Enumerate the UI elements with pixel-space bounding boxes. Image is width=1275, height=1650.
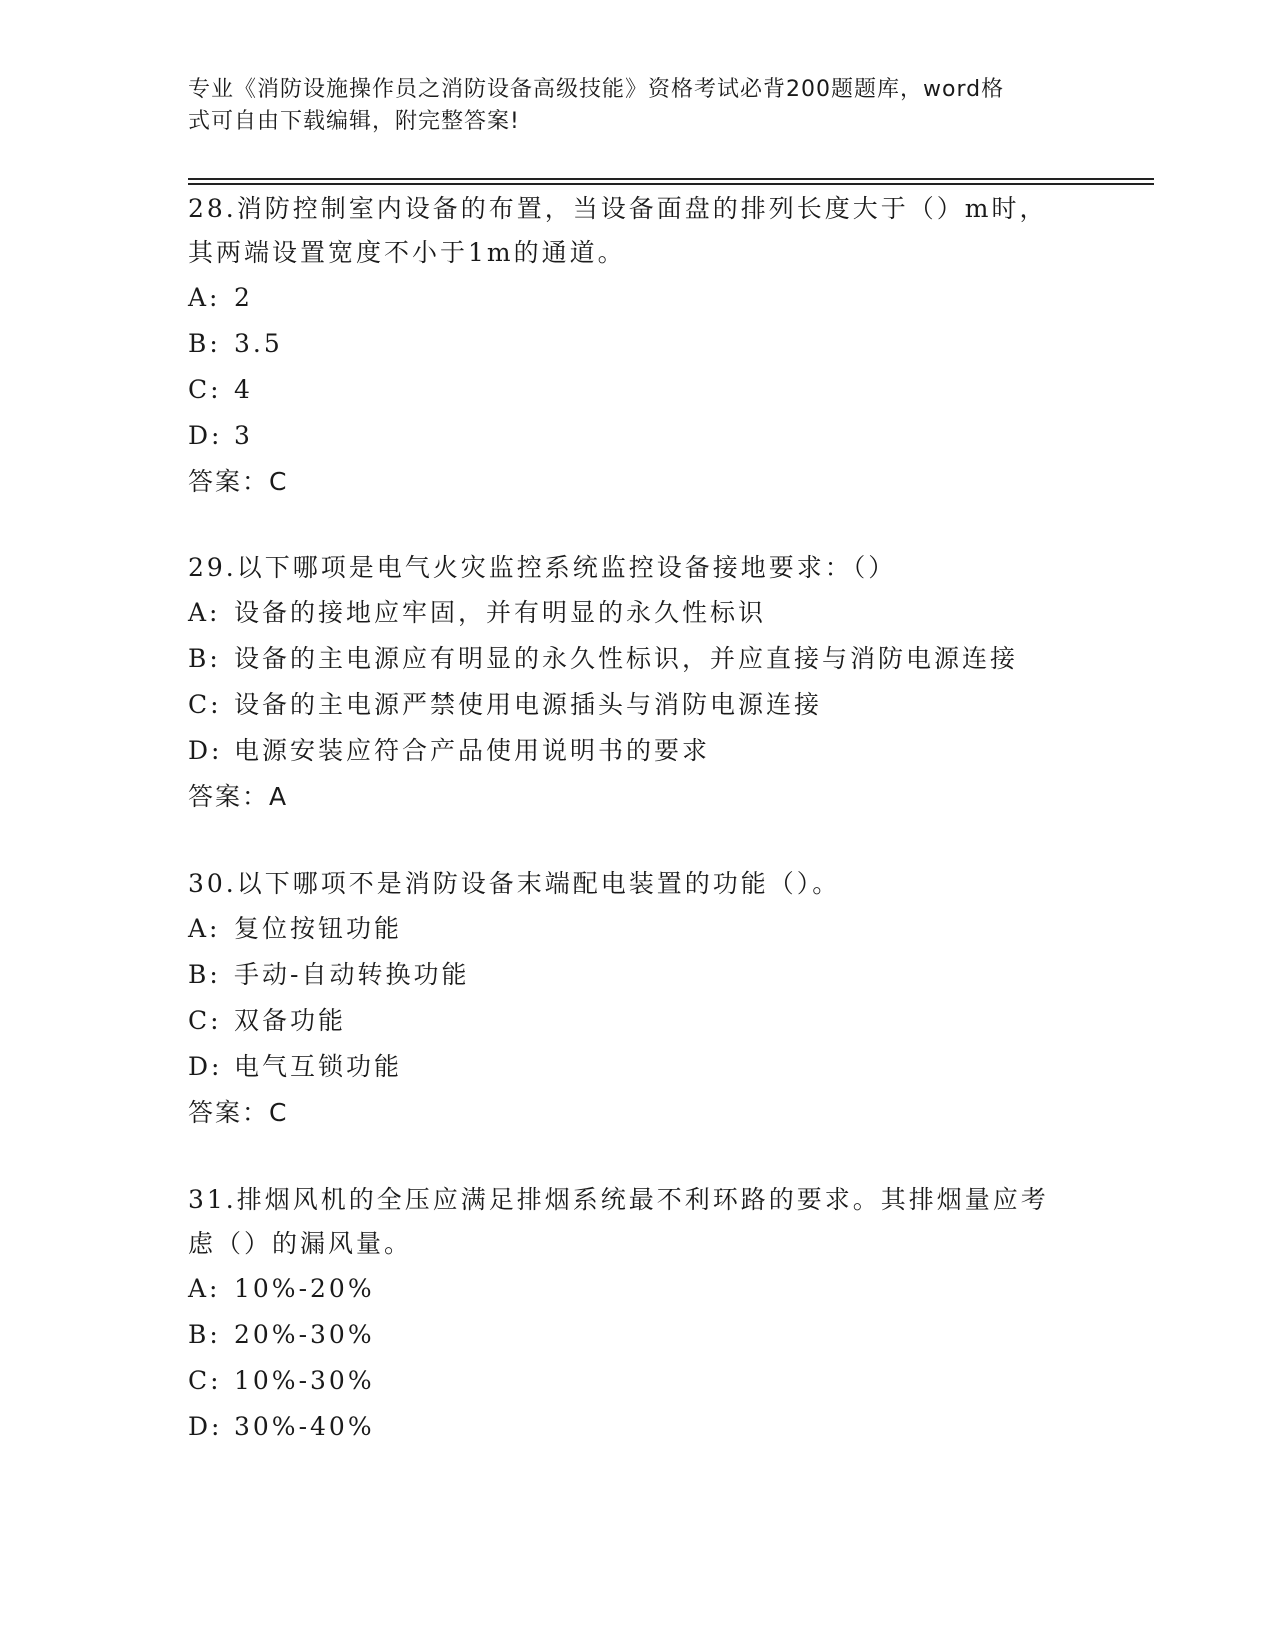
option-letter: A: xyxy=(188,914,221,943)
option-letter: C: xyxy=(188,1006,222,1035)
option-letter: B: xyxy=(188,644,221,673)
option-text: 复位按钮功能 xyxy=(234,914,403,943)
header-line-2: 式可自由下载编辑，附完整答案! xyxy=(188,109,520,134)
question-text-line-1: 28.消防控制室内设备的布置，当设备面盘的排列长度大于（）m时， xyxy=(188,194,1048,223)
option-b xyxy=(188,952,1088,998)
option-a xyxy=(188,906,1088,952)
option-letter: C: xyxy=(188,375,222,404)
option-text: 2 xyxy=(234,283,253,312)
option-text: 4 xyxy=(234,375,253,404)
option-letter: C: xyxy=(188,690,222,719)
option-letter: B: xyxy=(188,329,221,358)
question-30 xyxy=(188,862,1088,1136)
option-text: 3.5 xyxy=(234,329,283,358)
option-c xyxy=(188,1358,1088,1404)
option-b xyxy=(188,636,1088,682)
option-letter: A: xyxy=(188,283,221,312)
option-text: 3 xyxy=(234,421,253,450)
option-b xyxy=(188,1312,1088,1358)
option-d xyxy=(188,1404,1088,1450)
option-text: 电气互锁功能 xyxy=(234,1052,403,1081)
question-text-line-1: 31.排烟风机的全压应满足排烟系统最不利环路的要求。其排烟量应考 xyxy=(188,1185,1049,1214)
option-letter: C: xyxy=(188,1366,222,1395)
option-text: 电源安装应符合产品使用说明书的要求 xyxy=(234,736,711,765)
option-d xyxy=(188,413,1088,459)
option-letter: D: xyxy=(188,421,223,450)
option-letter: A: xyxy=(188,598,221,627)
option-text: 设备的接地应牢固，并有明显的永久性标识 xyxy=(234,598,767,627)
header-divider-bottom xyxy=(188,183,1154,185)
option-b xyxy=(188,321,1088,367)
header-divider-top xyxy=(188,178,1154,180)
question-29 xyxy=(188,546,1088,820)
option-text: 设备的主电源严禁使用电源插头与消防电源连接 xyxy=(234,690,823,719)
question-text-line-2: 其两端设置宽度不小于1m的通道。 xyxy=(188,238,626,267)
option-text: 双备功能 xyxy=(234,1006,347,1035)
question-text-line-2: 虑（）的漏风量。 xyxy=(188,1229,413,1258)
answer-line: 答案：C xyxy=(188,1098,289,1127)
answer-line: 答案：A xyxy=(188,782,289,811)
option-c xyxy=(188,367,1088,413)
option-c xyxy=(188,682,1088,728)
option-letter: D: xyxy=(188,736,223,765)
option-text: 10%-30% xyxy=(234,1366,375,1395)
option-text: 设备的主电源应有明显的永久性标识，并应直接与消防电源连接 xyxy=(234,644,1019,673)
answer-line: 答案：C xyxy=(188,467,289,496)
option-letter: D: xyxy=(188,1052,223,1081)
option-c xyxy=(188,998,1088,1044)
question-text-line-1: 30.以下哪项不是消防设备末端配电装置的功能（）。 xyxy=(188,869,841,898)
option-letter: D: xyxy=(188,1412,223,1441)
option-text: 10%-20% xyxy=(234,1274,375,1303)
option-letter: B: xyxy=(188,1320,221,1349)
question-text-line-1: 29.以下哪项是电气火灾监控系统监控设备接地要求：（） xyxy=(188,553,897,582)
document-header xyxy=(188,74,1078,138)
option-a xyxy=(188,275,1088,321)
option-a xyxy=(188,1266,1088,1312)
option-letter: A: xyxy=(188,1274,221,1303)
question-31 xyxy=(188,1178,1088,1450)
header-line-1: 专业《消防设施操作员之消防设备高级技能》资格考试必背200题题库，word格 xyxy=(188,77,1005,102)
option-text: 30%-40% xyxy=(234,1412,375,1441)
option-letter: B: xyxy=(188,960,221,989)
option-d xyxy=(188,728,1088,774)
option-d xyxy=(188,1044,1088,1090)
question-28 xyxy=(188,187,1088,505)
option-text: 20%-30% xyxy=(234,1320,375,1349)
option-a xyxy=(188,590,1088,636)
option-text: 手动-自动转换功能 xyxy=(234,960,470,989)
